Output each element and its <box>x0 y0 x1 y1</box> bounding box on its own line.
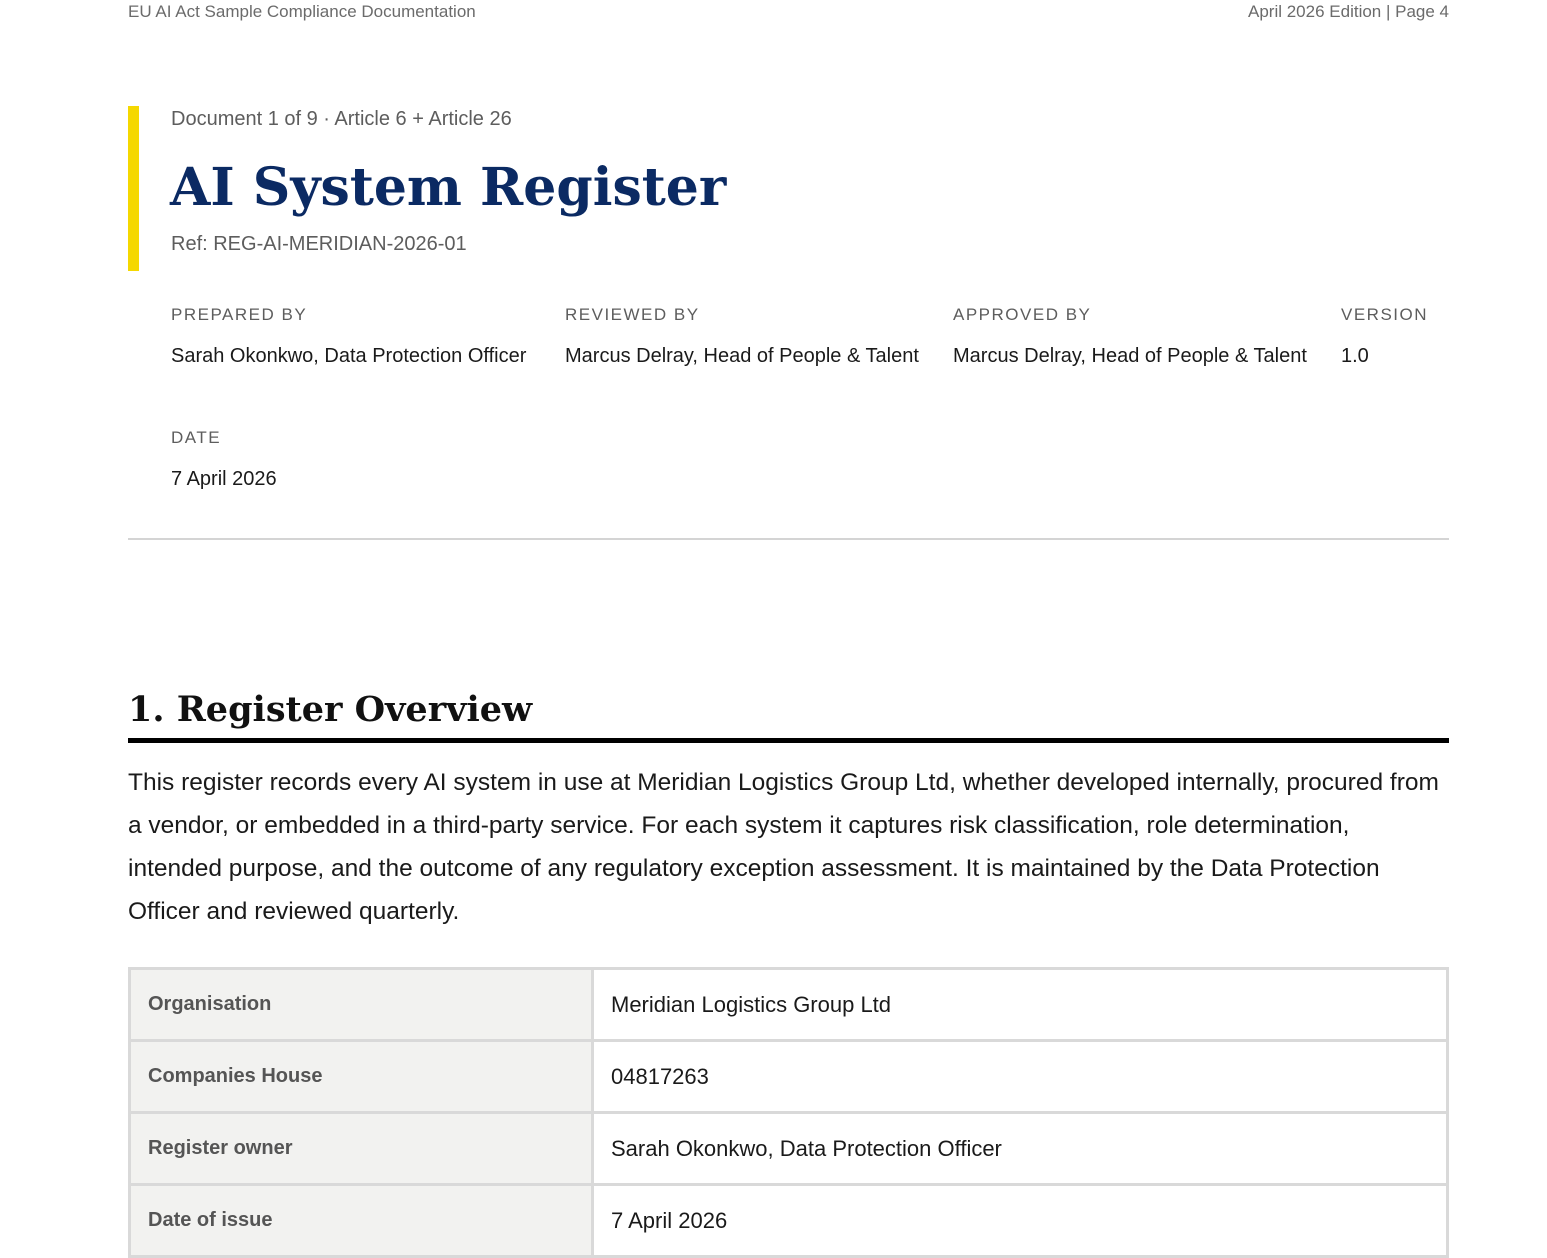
reviewed-by-value: Marcus Delray, Head of People & Talent <box>565 345 919 367</box>
document-ref: Ref: REG-AI-MERIDIAN-2026-01 <box>171 233 467 255</box>
table-value: Meridian Logistics Group Ltd <box>593 969 1448 1041</box>
table-key: Organisation <box>130 969 593 1041</box>
table-value: 04817263 <box>593 1041 1448 1113</box>
section-rule <box>128 738 1449 743</box>
prepared-by-label: PREPARED BY <box>171 305 308 324</box>
table-row <box>130 1113 1448 1185</box>
section-title: 1. Register Overview <box>128 689 533 730</box>
running-header-edition-page: April 2026 Edition | Page 4 <box>1248 2 1449 21</box>
prepared-by-value: Sarah Okonkwo, Data Protection Officer <box>171 345 527 367</box>
table-row <box>130 1185 1448 1257</box>
running-header-title: EU AI Act Sample Compliance Documentation <box>128 2 476 21</box>
version-label: VERSION <box>1341 305 1429 324</box>
meta-divider <box>128 538 1449 540</box>
document-kicker: Document 1 of 9 · Article 6 + Article 26 <box>171 108 512 130</box>
document-header <box>128 106 1449 271</box>
version-value: 1.0 <box>1341 345 1369 367</box>
table-key: Companies House <box>130 1041 593 1113</box>
accent-bar <box>128 106 139 271</box>
table-key: Register owner <box>130 1113 593 1185</box>
approved-by-label: APPROVED BY <box>953 305 1092 324</box>
approved-by-value: Marcus Delray, Head of People & Talent <box>953 345 1307 367</box>
table-key: Date of issue <box>130 1185 593 1257</box>
section-body: This register records every AI system in use at Meridian Logistics Group Ltd, whether developed internally, procured from a vendor, or embedded in a third-party service. For each system it captures risk classification, role determination, intended purpose, and the outcome of any regulatory exception assessment. It is maintained by the Data Protection Officer and reviewed quarterly. <box>128 769 1439 925</box>
reviewed-by-label: REVIEWED BY <box>565 305 700 324</box>
table-row <box>130 969 1448 1041</box>
table-value: Sarah Okonkwo, Data Protection Officer <box>593 1113 1448 1185</box>
running-header <box>128 0 1449 24</box>
date-value: 7 April 2026 <box>171 468 277 490</box>
document-title: AI System Register <box>170 157 727 218</box>
date-label: DATE <box>171 428 222 447</box>
table-row <box>130 1041 1448 1113</box>
table-value: 7 April 2026 <box>593 1185 1448 1257</box>
overview-table <box>128 967 1449 1258</box>
